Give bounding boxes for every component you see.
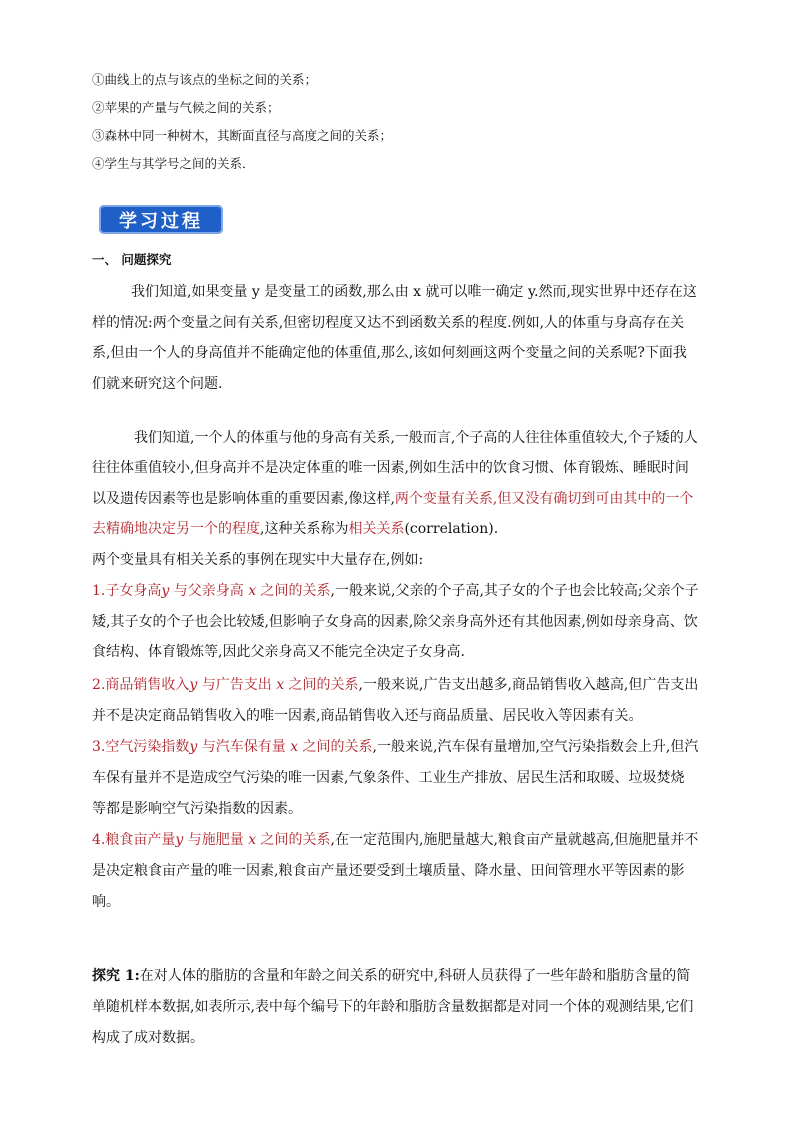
para1-line-4: 们就来研究这个问题. [92, 376, 223, 392]
example-2-line-2: 并不是决定商品销售收入的唯一因素,商品销售收入还与商品质量、居民收入等因素有关。 [92, 708, 643, 724]
example-4-line-2: 是决定粮食亩产量的唯一因素,粮食亩产量还要受到土壤质量、降水量、田间管理水平等因素的影 [92, 863, 685, 879]
example-3-text: ,一般来说,汽车保有量增加,空气污染指数会上升,但汽 [372, 739, 699, 755]
para1-line-2: 样的情况:两个变量之间有关系,但密切程度又达不到函数关系的程度.例如,人的体重与身高存在关 [92, 315, 685, 331]
explore-1-line-1 [92, 967, 690, 985]
example-1-title: 1.子女身高 [92, 583, 162, 599]
example-3-title-mid: 与汽车保有量 [197, 739, 291, 755]
var-x: x [290, 739, 299, 755]
example-1-line-3: 食结构、体育锻炼等,因此父亲身高又不能完全决定子女身高. [92, 644, 465, 660]
para2-line-3 [92, 490, 693, 508]
var-x: x [276, 677, 285, 693]
example-1-title-mid: 与父亲身高 [169, 583, 249, 599]
examples-intro: 两个变量具有相关关系的事例在现实中大量存在,例如: [92, 552, 424, 568]
intro-item-4: ④学生与其学号之间的关系． [92, 156, 255, 171]
intro-item-3: ③森林中同一种树木，其断面直径与高度之间的关系； [92, 128, 393, 143]
var-y: y [175, 832, 184, 848]
definition-highlight: 两个变量有关系,但又没有确切到可由其中的一个 [394, 491, 694, 507]
intro-item-2: ②苹果的产量与气候之间的关系； [92, 100, 280, 115]
example-3-title-end: 之间的关系 [298, 739, 373, 755]
para2-text: ,这种关系称为 [260, 521, 349, 537]
example-2-text: ,一般来说,广告支出越多,商品销售收入越高,但广告支出 [358, 677, 699, 693]
example-3-line-3: 等都是影响空气污染指数的因素。 [92, 801, 302, 817]
explore-1-text: 在对人体的脂肪的含量和年龄之间关系的研究中,科研人员获得了一些年龄和脂肪含量的简 [139, 968, 691, 984]
example-2-title-end: 之间的关系 [284, 677, 359, 693]
var-x: x [248, 832, 257, 848]
para2-line-3-text: 以及遗传因素等也是影响体重的重要因素,像这样, [92, 491, 395, 507]
example-3-title: 3.空气污染指数 [92, 739, 190, 755]
section-heading: 一、 问题探究 [92, 252, 172, 267]
var-x: x [248, 583, 257, 599]
example-4-title: 4.粮食亩产量 [92, 832, 176, 848]
section-banner: 学习过程 [99, 205, 223, 234]
example-2-title: 2.商品销售收入 [92, 677, 190, 693]
var-y: y [189, 739, 198, 755]
term-correlation: 相关关系 [348, 521, 405, 537]
explore-1-line-2: 单随机样本数据,如表所示,表中每个编号下的年龄和脂肪含量数据都是对同一个体的观测结果,它们 [92, 999, 694, 1015]
para2-line-4 [92, 520, 498, 538]
example-1-line-2: 矮,其子女的个子也会比较矮,但影响子女身高的因素,除父亲身高外还有其他因素,例如母亲身高、饮 [92, 614, 698, 630]
var-y: y [189, 677, 198, 693]
example-3-line-1 [92, 738, 698, 756]
example-1-text: ,一般来说,父亲的个子高,其子女的个子也会比较高;父亲个子 [330, 583, 699, 599]
para1-line-1: 我们知道,如果变量 y 是变量工的函数,那么由 x 就可以唯一确定 y.然而,现实世界中还存在这 [131, 284, 697, 300]
example-1-line-1 [92, 582, 699, 600]
explore-1-label: 探究 1: [92, 968, 140, 984]
para2-line-2: 往往体重值较小,但身高并不是决定体重的唯一因素,例如生活中的饮食习惯、体育锻炼、睡眠时间 [92, 460, 689, 476]
example-2-line-1 [92, 676, 698, 694]
definition-highlight-end: 去精确地决定另一个的程度 [92, 521, 260, 537]
var-y: y [161, 583, 170, 599]
example-4-text: ,在一定范围内,施肥量越大,粮食亩产量就越高,但施肥量并不 [330, 832, 699, 848]
example-4-line-3: 响。 [92, 894, 120, 910]
example-3-line-2: 车保有量并不是造成空气污染的唯一因素,气象条件、工业生产排放、居民生活和取暖、垃圾焚烧 [92, 770, 685, 786]
example-4-line-1 [92, 831, 698, 849]
intro-item-1: ①曲线上的点与该点的坐标之间的关系； [92, 72, 318, 87]
para1-line-3: 系,但由一个人的身高值并不能确定他的体重值,那么,该如何刻画这两个变量之间的关系呢?下面我 [92, 345, 687, 361]
example-2-title-mid: 与广告支出 [197, 677, 277, 693]
term-english: (correlation). [404, 521, 499, 537]
para2-line-1: 我们知道,一个人的体重与他的身高有关系,一般而言,个子高的人往往体重值较大,个子矮的人 [134, 430, 698, 446]
example-4-title-end: 之间的关系 [256, 832, 331, 848]
example-1-title-end: 之间的关系 [256, 583, 331, 599]
explore-1-line-3: 构成了成对数据。 [92, 1030, 204, 1046]
example-4-title-mid: 与施肥量 [183, 832, 249, 848]
